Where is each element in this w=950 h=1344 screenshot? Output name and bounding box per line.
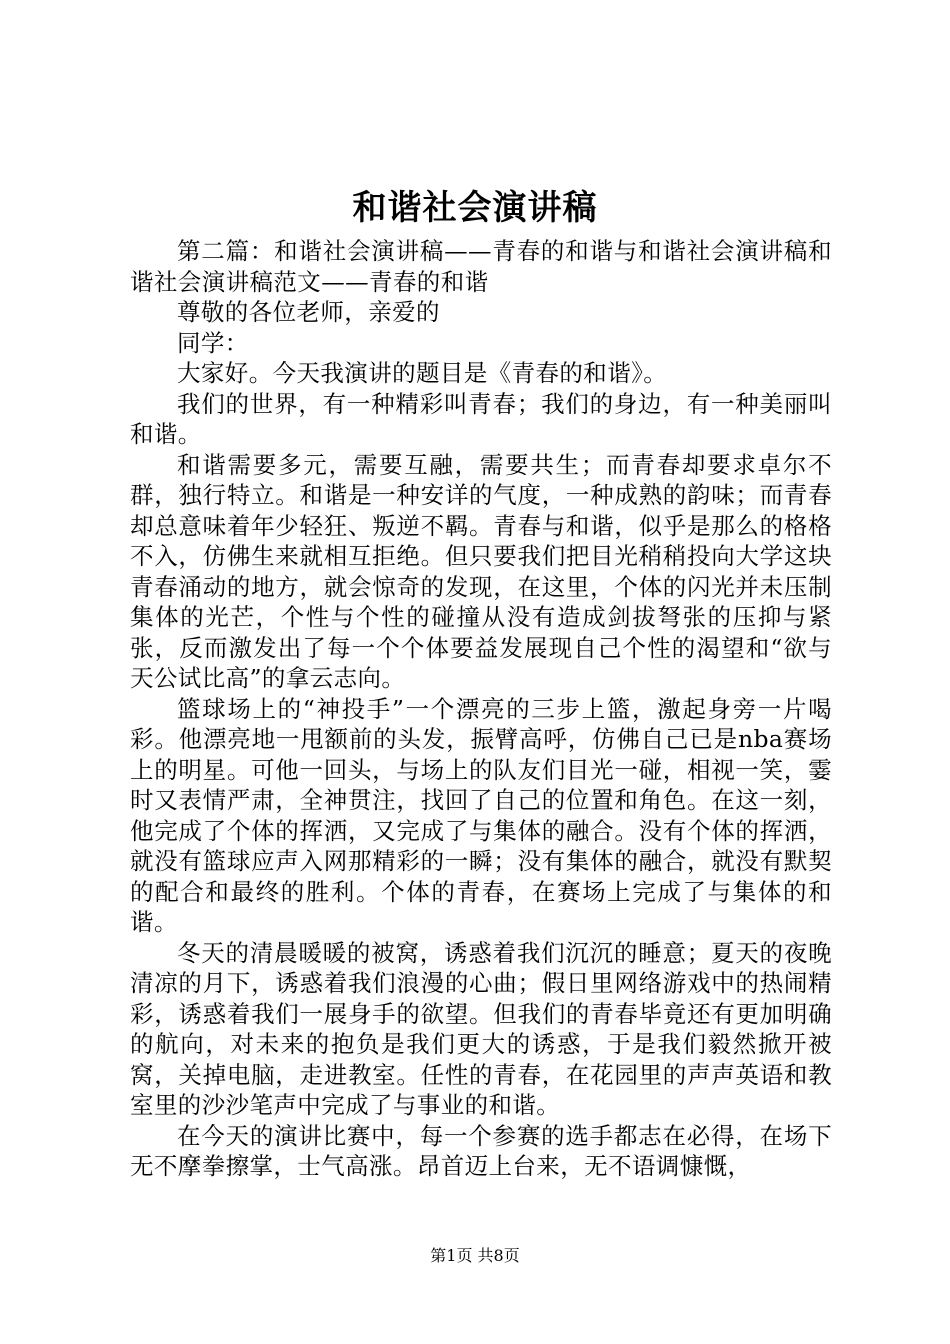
document-title: 和谐社会演讲稿: [352, 188, 598, 228]
paragraph: 第二篇：和谐社会演讲稿——青春的和谐与和谐社会演讲稿和谐社会演讲稿范文——青春的和谐: [130, 237, 832, 296]
paragraph: 在今天的演讲比赛中，每一个参赛的选手都志在必得，在场下无不摩拳擦掌，士气高涨。昂首迈上台来，无不语调慷慨，: [130, 1121, 832, 1180]
paragraph: 尊敬的各位老师，亲爱的: [177, 298, 440, 326]
document-body: [130, 236, 832, 1182]
paragraph: 篮球场上的“神投手”一个漂亮的三步上篮，激起身旁一片喝彩。他漂亮地一甩额前的头发，振臂高呼，仿佛自己已是nba赛场上的明星。可他一回头，与场上的队友们目光一碰，相视一笑，霎时又表情严肃，全神贯注，找回了自己的位置和角色。在这一刻，他完成了个体的挥洒，又完成了与集体的融合。没有个体的挥洒，就没有篮球应声入网那精彩的一瞬；没有集体的融合，就没有默契的配合和最终的胜利。个体的青春，在赛场上完成了与集体的和谐。: [130, 694, 832, 936]
paragraph: 和谐需要多元，需要互融，需要共生；而青春却要求卓尔不群，独行特立。和谐是一种安详的气度，一种成熟的韵味；而青春却总意味着年少轻狂、叛逆不羁。青春与和谐，似乎是那么的格格不入，仿佛生来就相互拒绝。但只要我们把目光稍稍投向大学这块青春涌动的地方，就会惊奇的发现，在这里，个体的闪光并未压制集体的光芒，个性与个性的碰撞从没有造成剑拔弩张的压抑与紧张，反而激发出了每一个个体要益发展现自己个性的渴望和“欲与天公试比高”的拿云志向。: [130, 450, 832, 692]
paragraph: 冬天的清晨暖暖的被窝，诱惑着我们沉沉的睡意；夏天的夜晚清凉的月下，诱惑着我们浪漫的心曲；假日里网络游戏中的热闹精彩，诱惑着我们一展身手的欲望。但我们的青春毕竟还有更加明确的航向，对未来的抱负是我们更大的诱惑，于是我们毅然掀开被窝，关掉电脑，走进教室。任性的青春，在花园里的声声英语和教室里的沙沙笔声中完成了与事业的和谐。: [130, 938, 832, 1119]
paragraph: 大家好。今天我演讲的题目是《青春的和谐》。: [177, 359, 668, 387]
paragraph: 我们的世界，有一种精彩叫青春；我们的身边，有一种美丽叫和谐。: [130, 389, 832, 448]
paragraph: 同学：: [177, 328, 249, 357]
page-footer: 第1页 共8页: [430, 1246, 520, 1265]
